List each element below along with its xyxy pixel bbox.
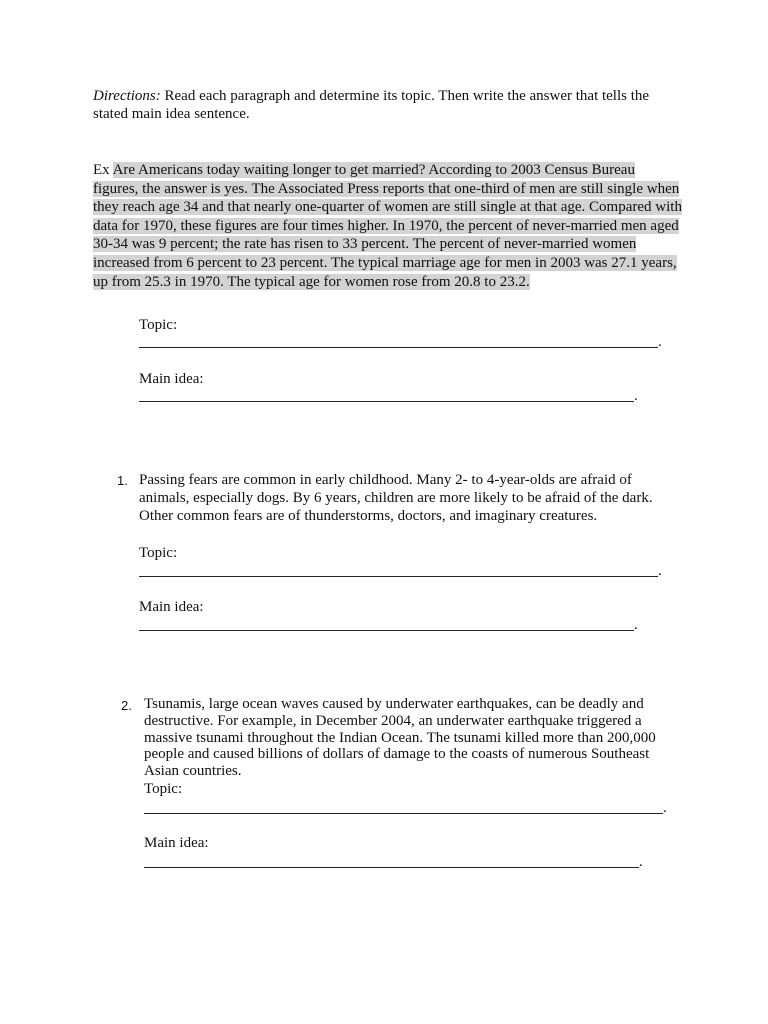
item-2-topic-line-end: . <box>663 800 667 816</box>
example-paragraph <box>93 161 683 291</box>
item-2-main-idea-label: Main idea: <box>144 835 209 851</box>
example-prefix: Ex <box>93 162 113 178</box>
example-main-idea-answer-line[interactable] <box>139 401 634 402</box>
item-2-main-idea-line-end: . <box>639 854 643 870</box>
item-1-topic-label: Topic: <box>139 545 178 561</box>
directions-text: Read each paragraph and determine its topic. Then write the answer that tells the stated main idea sentence. <box>93 88 650 122</box>
item-2-number: 2. <box>121 698 132 713</box>
example-highlighted-text: Are Americans today waiting longer to get married? According to 2003 Census Bureau figures, the answer is yes. The Associated Press reports that one-third of men are still single when they reach age 34 and that nearly one-quarter of women are still single at that age. Compared with data for 1970, these figures are four times higher. In 1970, the percent of never-married men aged 30-34 was 9 percent; the rate has risen to 33 percent. The percent of never-married women increased from 6 percent to 23 percent. The typical marriage age for men in 2003 was 27.1 years, up from 25.3 in 1970. The typical age for women rose from 20.8 to 23.2. <box>93 162 682 290</box>
item-1-topic-line-end: . <box>658 563 662 579</box>
directions-label: Directions: <box>93 88 161 104</box>
example-main-idea-line-end: . <box>634 388 638 404</box>
item-1-topic-answer-line[interactable] <box>139 576 658 577</box>
example-main-idea-label: Main idea: <box>139 371 204 387</box>
item-2-paragraph: Tsunamis, large ocean waves caused by underwater earthquakes, can be deadly and destructive. For example, in December 2004, an underwater earthquake triggered a massive tsunami throughout the Indian Ocean. The tsunami killed more than 200,000 people and caused billions of dollars of damage to the coasts of numerous Southeast Asian countries. <box>144 696 656 780</box>
item-1-main-idea-answer-line[interactable] <box>139 630 634 631</box>
item-2-topic-label: Topic: <box>144 781 183 797</box>
example-topic-label: Topic: <box>139 317 178 333</box>
example-topic-line-end: . <box>658 334 662 350</box>
example-topic-answer-line[interactable] <box>139 347 658 348</box>
item-2-topic-answer-line[interactable] <box>144 813 663 814</box>
item-1-main-idea-line-end: . <box>634 617 638 633</box>
item-1-paragraph: Passing fears are common in early childhood. Many 2- to 4-year-olds are afraid of animals, especially dogs. By 6 years, children are more likely to be afraid of the dark. Other common fears are of thunderstorms, doctors, and imaginary creatures. <box>139 472 653 524</box>
item-1-main-idea-label: Main idea: <box>139 599 204 615</box>
item-1-number: 1. <box>117 473 128 488</box>
directions <box>93 87 683 123</box>
item-2-main-idea-answer-line[interactable] <box>144 867 639 868</box>
